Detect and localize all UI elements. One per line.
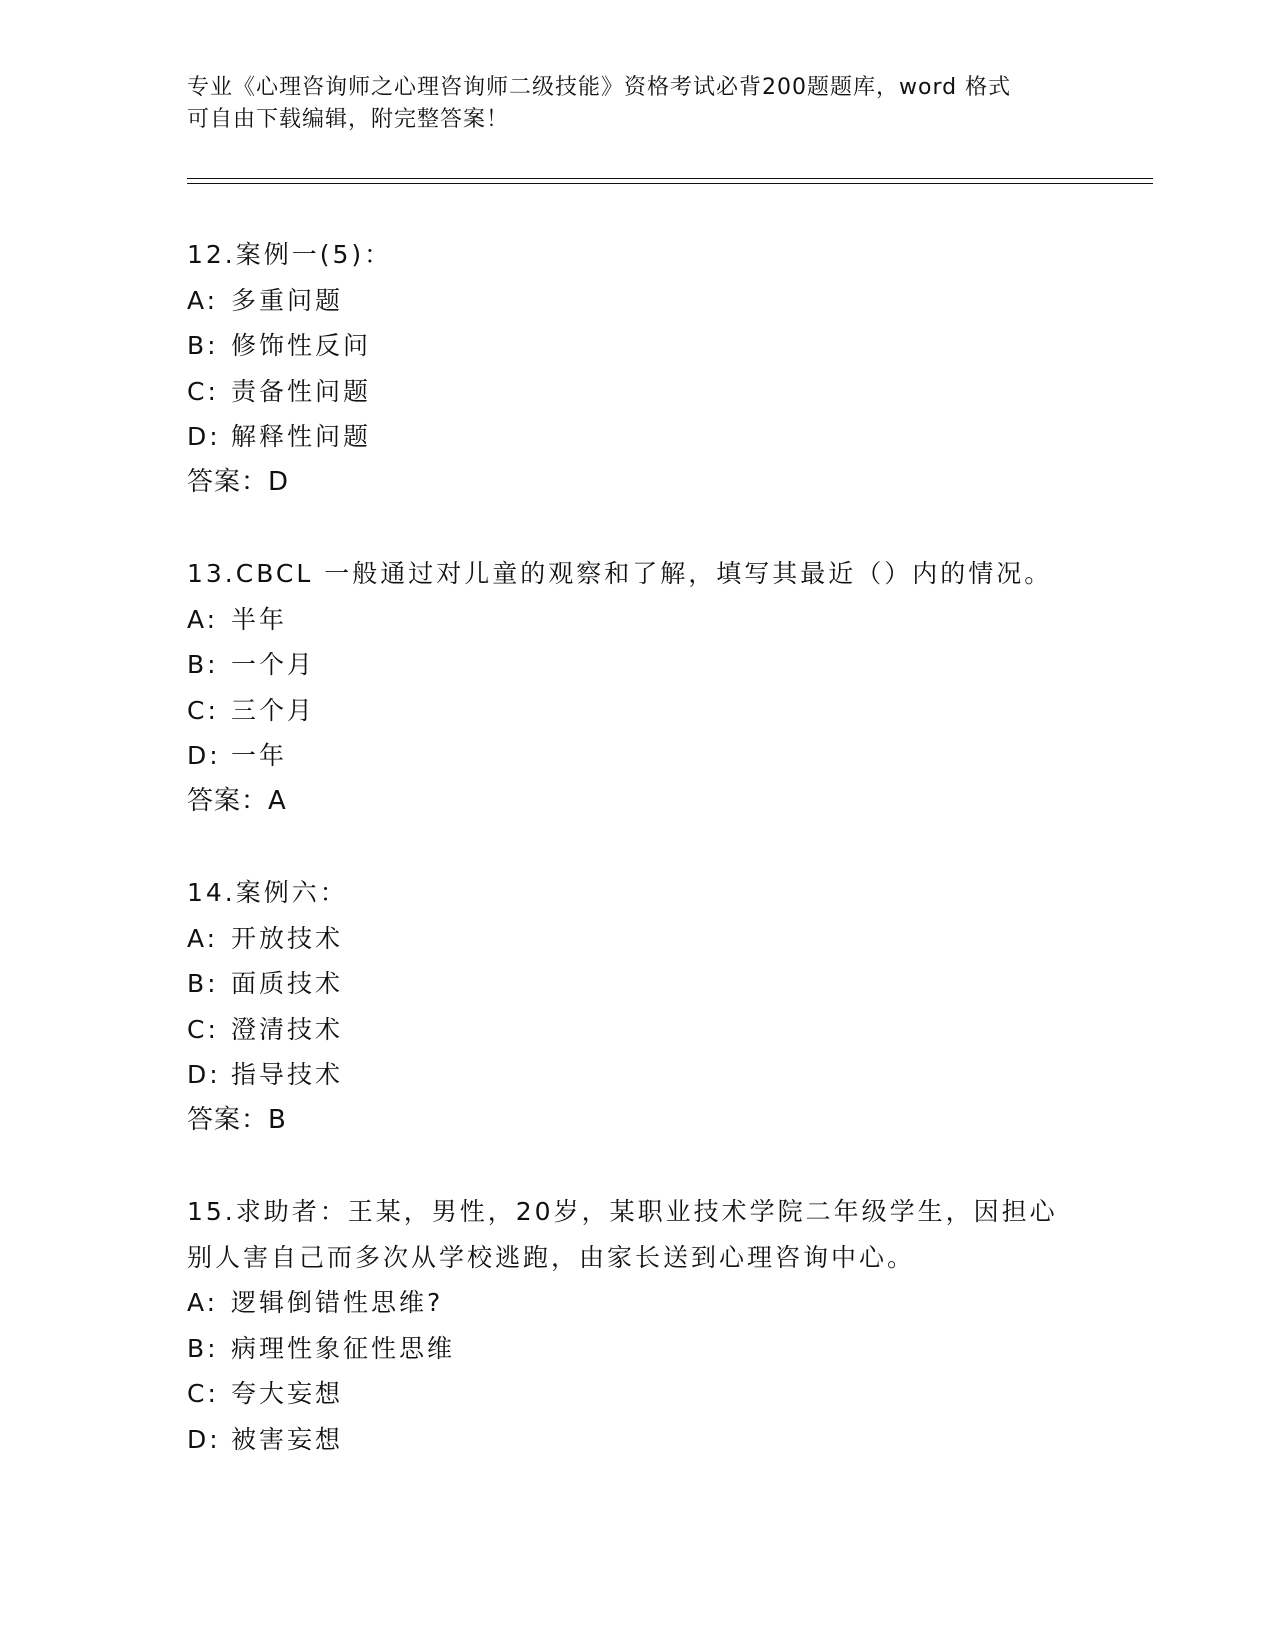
option-key: D: (187, 1060, 221, 1089)
header-divider-top (187, 178, 1153, 179)
option-d (187, 733, 1087, 779)
option-text: 半年 (231, 604, 288, 634)
option-text: 被害妄想 (231, 1424, 344, 1454)
option-c (187, 369, 1087, 415)
option-c (187, 688, 1087, 734)
option-key: C: (187, 376, 219, 406)
option-b (187, 323, 1087, 369)
option-key: D: (187, 1424, 221, 1454)
option-text: 面质技术 (231, 969, 344, 998)
question-stem: 15.求助者：王某，男性，20岁，某职业技术学院二年级学生，因担心 (187, 1197, 1058, 1226)
header-divider-bottom (187, 183, 1153, 184)
question-12 (187, 232, 1087, 505)
question-list (187, 232, 1087, 1508)
question-15 (187, 1189, 1087, 1462)
option-text: 开放技术 (231, 923, 344, 953)
option-key: C: (187, 1379, 219, 1408)
option-key: B: (187, 331, 219, 360)
option-text: 病理性象征性思维 (231, 1333, 456, 1363)
option-text: 三个月 (231, 695, 316, 725)
option-a (187, 597, 1087, 643)
option-a (187, 1280, 1087, 1326)
answer-line: 答案：D (187, 466, 290, 497)
option-d (187, 414, 1087, 460)
answer-line: 答案：A (187, 785, 287, 816)
option-key: C: (187, 1014, 219, 1044)
header-title-line-1: 专业《心理咨询师之心理咨询师二级技能》资格考试必背200题题库，word 格式 (187, 75, 1012, 100)
option-key: C: (187, 695, 219, 725)
option-key: D: (187, 741, 221, 770)
option-text: 一年 (231, 741, 288, 770)
option-a (187, 916, 1087, 962)
question-stem: 13.CBCL 一般通过对儿童的观察和了解，填写其最近（）内的情况。 (187, 559, 1053, 588)
option-key: A: (187, 1288, 219, 1317)
answer-line: 答案：B (187, 1104, 287, 1135)
question-stem-continued: 别人害自己而多次从学校逃跑，由家长送到心理咨询中心。 (187, 1242, 916, 1272)
option-key: B: (187, 969, 219, 998)
option-text: 夸大妄想 (231, 1379, 344, 1408)
option-text: 指导技术 (231, 1060, 344, 1089)
option-c (187, 1371, 1087, 1417)
question-stem: 14.案例六： (187, 878, 348, 907)
question-13 (187, 551, 1087, 824)
option-text: 解释性问题 (231, 422, 372, 451)
option-text: 责备性问题 (231, 376, 372, 406)
option-b (187, 961, 1087, 1007)
option-key: B: (187, 1333, 219, 1363)
option-b (187, 1326, 1087, 1372)
question-14 (187, 870, 1087, 1143)
option-text: 修饰性反问 (231, 331, 372, 360)
option-key: A: (187, 923, 219, 953)
option-key: A: (187, 285, 219, 315)
option-d (187, 1052, 1087, 1098)
option-a (187, 278, 1087, 324)
option-key: A: (187, 604, 219, 634)
option-text: 多重问题 (231, 285, 344, 315)
option-d (187, 1417, 1087, 1463)
option-text: 逻辑倒错性思维? (231, 1288, 444, 1317)
option-key: D: (187, 422, 221, 451)
document-header (187, 72, 1087, 136)
option-b (187, 642, 1087, 688)
option-text: 澄清技术 (231, 1014, 344, 1044)
option-c (187, 1007, 1087, 1053)
option-text: 一个月 (231, 650, 316, 679)
option-key: B: (187, 650, 219, 679)
question-stem: 12.案例一(5)： (187, 240, 393, 269)
header-title-line-2: 可自由下载编辑，附完整答案！ (187, 107, 510, 132)
